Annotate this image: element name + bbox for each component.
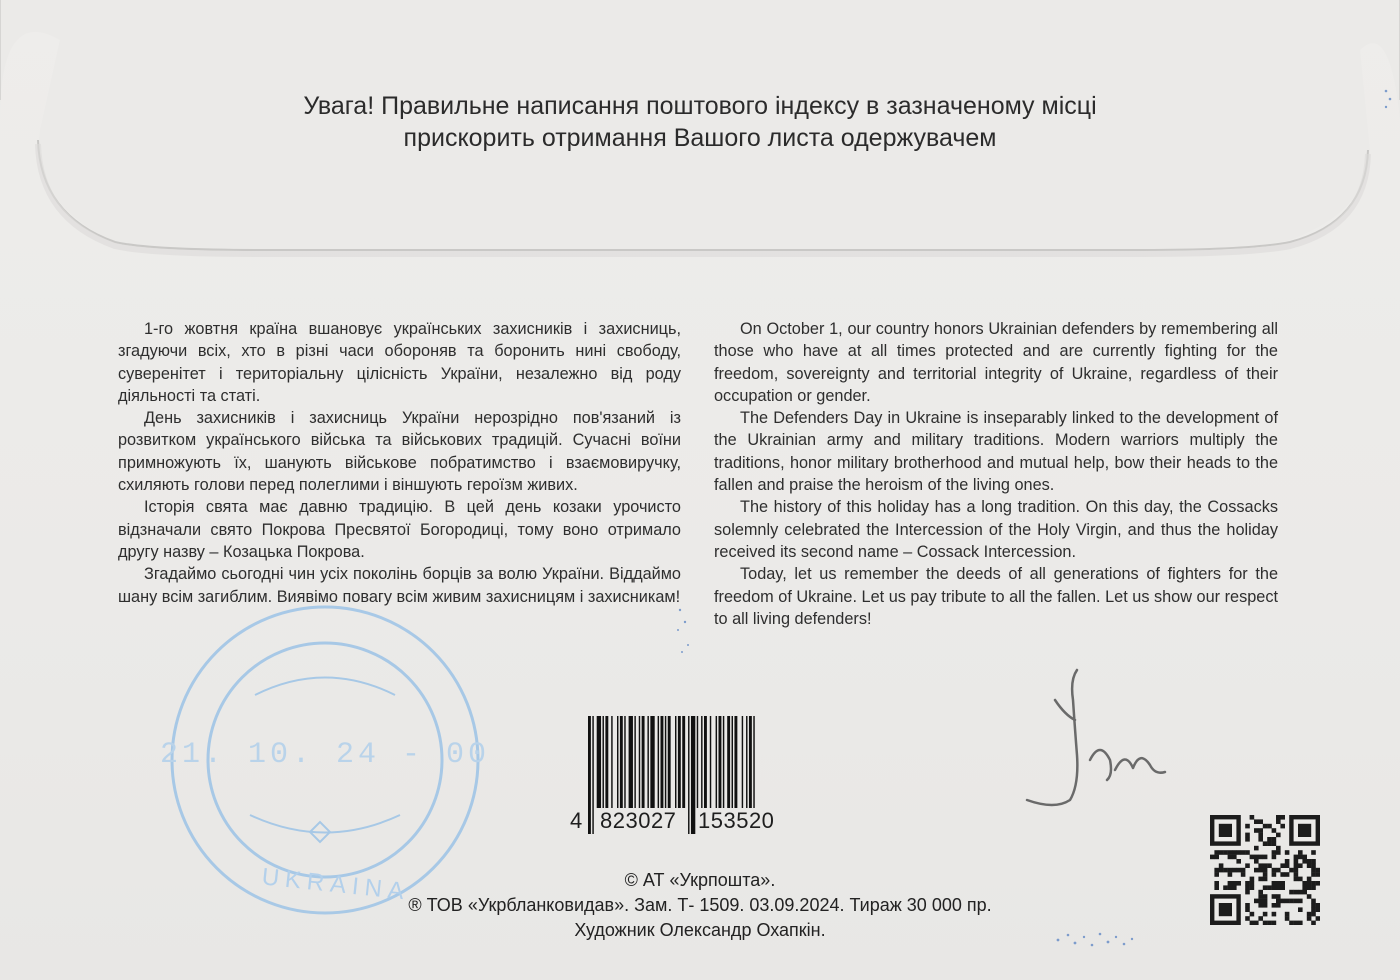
barcode bbox=[570, 716, 800, 836]
qr-module bbox=[1311, 859, 1316, 864]
qr-module bbox=[1267, 863, 1272, 868]
qr-module bbox=[1294, 872, 1299, 877]
qr-module bbox=[1245, 907, 1250, 912]
qr-module bbox=[1258, 903, 1263, 908]
qr-module bbox=[1214, 885, 1219, 890]
qr-module bbox=[1250, 912, 1255, 917]
ukrainian-text-column bbox=[118, 318, 681, 608]
qr-module bbox=[1250, 881, 1255, 886]
qr-module bbox=[1285, 863, 1290, 868]
credits-line-2: ® ТОВ «Укрбланковидав». Зам. Т- 1509. 03.09.2024. Тираж 30 000 пр. bbox=[408, 895, 992, 915]
qr-module bbox=[1316, 872, 1320, 877]
qr-module bbox=[1298, 863, 1303, 868]
qr-module bbox=[1311, 850, 1316, 855]
qr-module bbox=[1280, 899, 1285, 904]
qr-module bbox=[1272, 850, 1277, 855]
qr-module bbox=[1258, 899, 1263, 904]
qr-module bbox=[1285, 872, 1290, 877]
qr-module bbox=[1280, 863, 1285, 868]
ukrainian-paragraph: Історія свята має давню традицію. В цей день козаки урочисто відзначали свято Покрова Пресвятої Богородиці, тому воно отримало другу назву – Козацька Покрова. bbox=[118, 498, 681, 561]
qr-module bbox=[1258, 833, 1263, 838]
barcode-bar bbox=[603, 716, 604, 808]
english-text-column bbox=[714, 318, 1278, 630]
qr-module bbox=[1294, 859, 1299, 864]
qr-module bbox=[1311, 868, 1316, 873]
credits-line-1: © АТ «Укрпошта». bbox=[624, 870, 776, 890]
qr-module bbox=[1285, 899, 1290, 904]
english-paragraph: The Defenders Day in Ukraine is inseparably linked to the development of the Ukrainian army and military traditions. Modern warriors multiply the traditions, honor military brotherhood and mutual help, bow their heads to the fallen and praise the heroism of the living ones. bbox=[714, 409, 1278, 495]
qr-module bbox=[1258, 890, 1263, 895]
qr-module bbox=[1289, 899, 1294, 904]
qr-module bbox=[1267, 837, 1272, 842]
qr-module bbox=[1272, 872, 1277, 877]
qr-module bbox=[1263, 903, 1268, 908]
qr-module bbox=[1272, 921, 1277, 925]
qr-module bbox=[1311, 912, 1316, 917]
barcode-bar bbox=[723, 716, 724, 808]
qr-module bbox=[1219, 850, 1224, 855]
qr-module bbox=[1245, 833, 1250, 838]
barcode-bar bbox=[661, 716, 664, 808]
qr-module bbox=[1254, 921, 1259, 925]
postal-code-notice bbox=[160, 90, 1240, 154]
qr-module bbox=[1254, 899, 1259, 904]
qr-module bbox=[1307, 877, 1312, 882]
qr-module bbox=[1263, 872, 1268, 877]
qr-module bbox=[1219, 868, 1224, 873]
qr-module bbox=[1316, 903, 1320, 908]
qr-module bbox=[1254, 828, 1259, 833]
qr-module bbox=[1289, 890, 1294, 895]
qr-module bbox=[1258, 863, 1263, 868]
barcode-bar bbox=[629, 716, 633, 808]
barcode-bar bbox=[597, 716, 601, 808]
qr-module bbox=[1302, 890, 1307, 895]
ukrainian-paragraph: 1-го жовтня країна вшановує українських захисників і захисниць, згадуючи всіх, хто в різні часи обороняв та боронить нині свободу, суверенітет і територіальну цілісність України, незалежно від роду діяльності та статі. bbox=[118, 320, 681, 405]
qr-module bbox=[1298, 921, 1303, 925]
barcode-group-2: 153520 bbox=[698, 808, 775, 833]
qr-module bbox=[1254, 819, 1259, 824]
qr-module bbox=[1232, 868, 1237, 873]
qr-module bbox=[1307, 912, 1312, 917]
qr-module bbox=[1276, 815, 1281, 820]
barcode-bar bbox=[701, 716, 702, 808]
barcode-bar bbox=[734, 716, 737, 808]
qr-module bbox=[1285, 850, 1290, 855]
qr-module bbox=[1294, 863, 1299, 868]
qr-module bbox=[1245, 837, 1250, 842]
qr-module bbox=[1272, 828, 1277, 833]
qr-module bbox=[1245, 850, 1250, 855]
qr-module bbox=[1232, 885, 1237, 890]
barcode-bar bbox=[753, 716, 754, 808]
qr-module bbox=[1228, 885, 1233, 890]
qr-finder-pattern bbox=[1298, 824, 1311, 837]
qr-module bbox=[1263, 855, 1268, 860]
handwritten-signature bbox=[1015, 660, 1185, 820]
qr-module bbox=[1276, 819, 1281, 824]
qr-module bbox=[1294, 868, 1299, 873]
qr-module bbox=[1241, 872, 1246, 877]
qr-module bbox=[1294, 855, 1299, 860]
qr-module bbox=[1316, 868, 1320, 873]
barcode-bar bbox=[642, 716, 645, 808]
english-paragraph: On October 1, our country honors Ukrainian defenders by remembering all those who have at all times protected and are currently fighting for the freedom, sovereignty and territorial integrity of Ukraine, regardless of their occupation or gender. bbox=[714, 320, 1278, 405]
qr-module bbox=[1250, 885, 1255, 890]
qr-code bbox=[1210, 815, 1320, 925]
barcode-bar bbox=[678, 716, 681, 808]
qr-module bbox=[1276, 833, 1281, 838]
barcode-bar bbox=[682, 716, 685, 808]
qr-module bbox=[1272, 868, 1277, 873]
qr-module bbox=[1311, 899, 1316, 904]
qr-module bbox=[1298, 877, 1303, 882]
qr-module bbox=[1280, 872, 1285, 877]
qr-module bbox=[1267, 921, 1272, 925]
qr-module bbox=[1280, 881, 1285, 886]
qr-module bbox=[1258, 894, 1263, 899]
qr-module bbox=[1236, 859, 1241, 864]
qr-module bbox=[1228, 855, 1233, 860]
barcode-bar bbox=[732, 716, 733, 808]
english-paragraph: Today, let us remember the deeds of all generations of fighters for the freedom of Ukraine. Let us pay tribute to all the fallen. Let us show our respect to all living defenders! bbox=[714, 565, 1278, 628]
qr-module bbox=[1236, 868, 1241, 873]
qr-module bbox=[1289, 868, 1294, 873]
barcode-bar bbox=[716, 716, 717, 808]
barcode-bar bbox=[668, 716, 671, 808]
barcode-bar bbox=[605, 716, 608, 808]
qr-module bbox=[1223, 850, 1228, 855]
qr-module bbox=[1263, 824, 1268, 829]
notice-line-1: Увага! Правильне написання поштового індексу в зазначеному місці bbox=[303, 92, 1097, 120]
barcode-bar bbox=[639, 716, 640, 808]
barcode-bar bbox=[665, 716, 666, 808]
qr-module bbox=[1272, 855, 1277, 860]
barcode-bar bbox=[624, 716, 625, 808]
barcode-bar bbox=[742, 716, 743, 808]
qr-module bbox=[1272, 885, 1277, 890]
qr-module bbox=[1254, 855, 1259, 860]
qr-module bbox=[1302, 859, 1307, 864]
barcode-bar bbox=[727, 716, 730, 808]
qr-module bbox=[1276, 903, 1281, 908]
qr-module bbox=[1272, 912, 1277, 917]
qr-module bbox=[1307, 916, 1312, 921]
barcode-bar bbox=[749, 716, 752, 808]
qr-module bbox=[1272, 837, 1277, 842]
qr-module bbox=[1263, 868, 1268, 873]
barcode-bar bbox=[620, 716, 623, 808]
qr-module bbox=[1311, 881, 1316, 886]
qr-module bbox=[1245, 881, 1250, 886]
qr-module bbox=[1298, 855, 1303, 860]
qr-module bbox=[1250, 855, 1255, 860]
ukrainian-paragraph: Згадаймо сьогодні чин усіх поколінь борців за волю України. Віддаймо шану всім загиблим. Виявімо повагу всім живим захисницям і захисникам! bbox=[118, 565, 681, 606]
qr-module bbox=[1263, 912, 1268, 917]
qr-module bbox=[1285, 859, 1290, 864]
qr-module bbox=[1276, 894, 1281, 899]
qr-module bbox=[1302, 885, 1307, 890]
qr-module bbox=[1298, 899, 1303, 904]
qr-module bbox=[1276, 868, 1281, 873]
qr-module bbox=[1302, 855, 1307, 860]
qr-module bbox=[1263, 899, 1268, 904]
qr-module bbox=[1316, 916, 1320, 921]
qr-module bbox=[1245, 863, 1250, 868]
qr-module bbox=[1280, 815, 1285, 820]
qr-module bbox=[1263, 863, 1268, 868]
qr-module bbox=[1298, 850, 1303, 855]
print-credits bbox=[240, 868, 1160, 943]
qr-module bbox=[1294, 890, 1299, 895]
barcode-bar bbox=[611, 716, 612, 808]
postmark-date: 21. 10. 24 - 00 bbox=[160, 738, 491, 772]
qr-module bbox=[1245, 824, 1250, 829]
qr-module bbox=[1316, 907, 1320, 912]
barcode-bar bbox=[634, 716, 635, 808]
qr-module bbox=[1272, 903, 1277, 908]
qr-module bbox=[1294, 899, 1299, 904]
barcode-bar bbox=[650, 716, 654, 808]
ink-specks bbox=[670, 600, 700, 660]
qr-module bbox=[1307, 885, 1312, 890]
qr-module bbox=[1241, 868, 1246, 873]
qr-module bbox=[1228, 872, 1233, 877]
barcode-bar bbox=[719, 716, 722, 808]
qr-module bbox=[1311, 903, 1316, 908]
qr-module bbox=[1272, 894, 1277, 899]
qr-module bbox=[1258, 855, 1263, 860]
qr-module bbox=[1214, 855, 1219, 860]
barcode-bar bbox=[617, 716, 618, 808]
barcode-bar bbox=[658, 716, 659, 808]
barcode-bar bbox=[592, 716, 593, 834]
qr-module bbox=[1258, 877, 1263, 882]
barcode-bar bbox=[588, 716, 591, 834]
qr-module bbox=[1307, 863, 1312, 868]
qr-module bbox=[1311, 872, 1316, 877]
qr-module bbox=[1294, 921, 1299, 925]
qr-module bbox=[1236, 850, 1241, 855]
qr-module bbox=[1258, 837, 1263, 842]
qr-module bbox=[1311, 921, 1316, 925]
qr-module bbox=[1210, 855, 1215, 860]
notice-line-2: прискорить отримання Вашого листа одержувачем bbox=[403, 124, 997, 152]
qr-module bbox=[1245, 903, 1250, 908]
qr-module bbox=[1276, 885, 1281, 890]
barcode-bar bbox=[710, 716, 711, 808]
qr-module bbox=[1298, 907, 1303, 912]
barcode-first-digit: 4 bbox=[570, 808, 583, 833]
qr-module bbox=[1285, 912, 1290, 917]
qr-module bbox=[1272, 881, 1277, 886]
qr-module bbox=[1228, 881, 1233, 886]
qr-module bbox=[1302, 881, 1307, 886]
barcode-bar bbox=[697, 716, 698, 808]
qr-module bbox=[1280, 885, 1285, 890]
qr-module bbox=[1294, 877, 1299, 882]
barcode-bar bbox=[746, 716, 747, 808]
english-paragraph: The history of this holiday has a long tradition. On this day, the Cossacks solemnly celebrated the Intercession of the Holy Virgin, and thus the holiday received its second name – Cossack Intercession. bbox=[714, 498, 1278, 561]
qr-module bbox=[1263, 885, 1268, 890]
qr-module bbox=[1223, 885, 1228, 890]
qr-module bbox=[1254, 868, 1259, 873]
qr-module bbox=[1241, 850, 1246, 855]
qr-module bbox=[1263, 877, 1268, 882]
qr-finder-pattern bbox=[1219, 903, 1232, 916]
qr-module bbox=[1245, 885, 1250, 890]
qr-module bbox=[1267, 841, 1272, 846]
qr-module bbox=[1289, 921, 1294, 925]
qr-module bbox=[1236, 881, 1241, 886]
barcode-bar bbox=[704, 716, 707, 808]
qr-module bbox=[1245, 916, 1250, 921]
barcode-bar bbox=[647, 716, 648, 808]
qr-module bbox=[1263, 921, 1268, 925]
qr-module bbox=[1276, 846, 1281, 851]
qr-module bbox=[1258, 868, 1263, 873]
qr-module bbox=[1285, 916, 1290, 921]
qr-module bbox=[1250, 921, 1255, 925]
barcode-bar bbox=[675, 716, 676, 808]
qr-module bbox=[1276, 899, 1281, 904]
barcode-bar bbox=[691, 716, 695, 834]
qr-module bbox=[1245, 890, 1250, 895]
qr-module bbox=[1258, 916, 1263, 921]
qr-module bbox=[1263, 841, 1268, 846]
qr-module bbox=[1276, 881, 1281, 886]
qr-module bbox=[1223, 868, 1228, 873]
qr-module bbox=[1311, 863, 1316, 868]
qr-module bbox=[1258, 819, 1263, 824]
qr-module bbox=[1316, 881, 1320, 886]
qr-module bbox=[1307, 894, 1312, 899]
qr-module bbox=[1267, 885, 1272, 890]
qr-module bbox=[1232, 850, 1237, 855]
qr-finder-pattern bbox=[1219, 824, 1232, 837]
qr-module bbox=[1219, 863, 1224, 868]
qr-module bbox=[1258, 828, 1263, 833]
qr-module bbox=[1214, 872, 1219, 877]
postmark-country: UKRAINA bbox=[260, 863, 412, 906]
qr-module bbox=[1272, 841, 1277, 846]
qr-module bbox=[1280, 824, 1285, 829]
credits-line-3: Художник Олександр Охапкін. bbox=[574, 920, 826, 940]
qr-module bbox=[1263, 894, 1268, 899]
qr-module bbox=[1267, 824, 1272, 829]
qr-module bbox=[1214, 850, 1219, 855]
qr-module bbox=[1228, 850, 1233, 855]
qr-module bbox=[1250, 877, 1255, 882]
ink-specks bbox=[1380, 85, 1396, 115]
qr-module bbox=[1214, 868, 1219, 873]
qr-module bbox=[1232, 881, 1237, 886]
qr-module bbox=[1311, 907, 1316, 912]
qr-module bbox=[1250, 815, 1255, 820]
qr-module bbox=[1232, 855, 1237, 860]
barcode-group-1: 823027 bbox=[600, 808, 677, 833]
qr-module bbox=[1298, 890, 1303, 895]
qr-module bbox=[1307, 881, 1312, 886]
qr-module bbox=[1307, 859, 1312, 864]
barcode-bar bbox=[688, 716, 689, 834]
qr-module bbox=[1254, 846, 1259, 851]
qr-module bbox=[1228, 868, 1233, 873]
qr-module bbox=[1311, 885, 1316, 890]
ukrainian-paragraph: День захисників і захисниць України нерозрідно пов'язаний із розвитком українського війська та військових традицій. Сучасні воїни примножують їх, шанують військове побратимство і взаємовиручку, схиляють голови перед полеглими і віншують героїзм живих. bbox=[118, 409, 681, 495]
qr-module bbox=[1254, 859, 1259, 864]
qr-module bbox=[1276, 850, 1281, 855]
qr-module bbox=[1214, 881, 1219, 886]
